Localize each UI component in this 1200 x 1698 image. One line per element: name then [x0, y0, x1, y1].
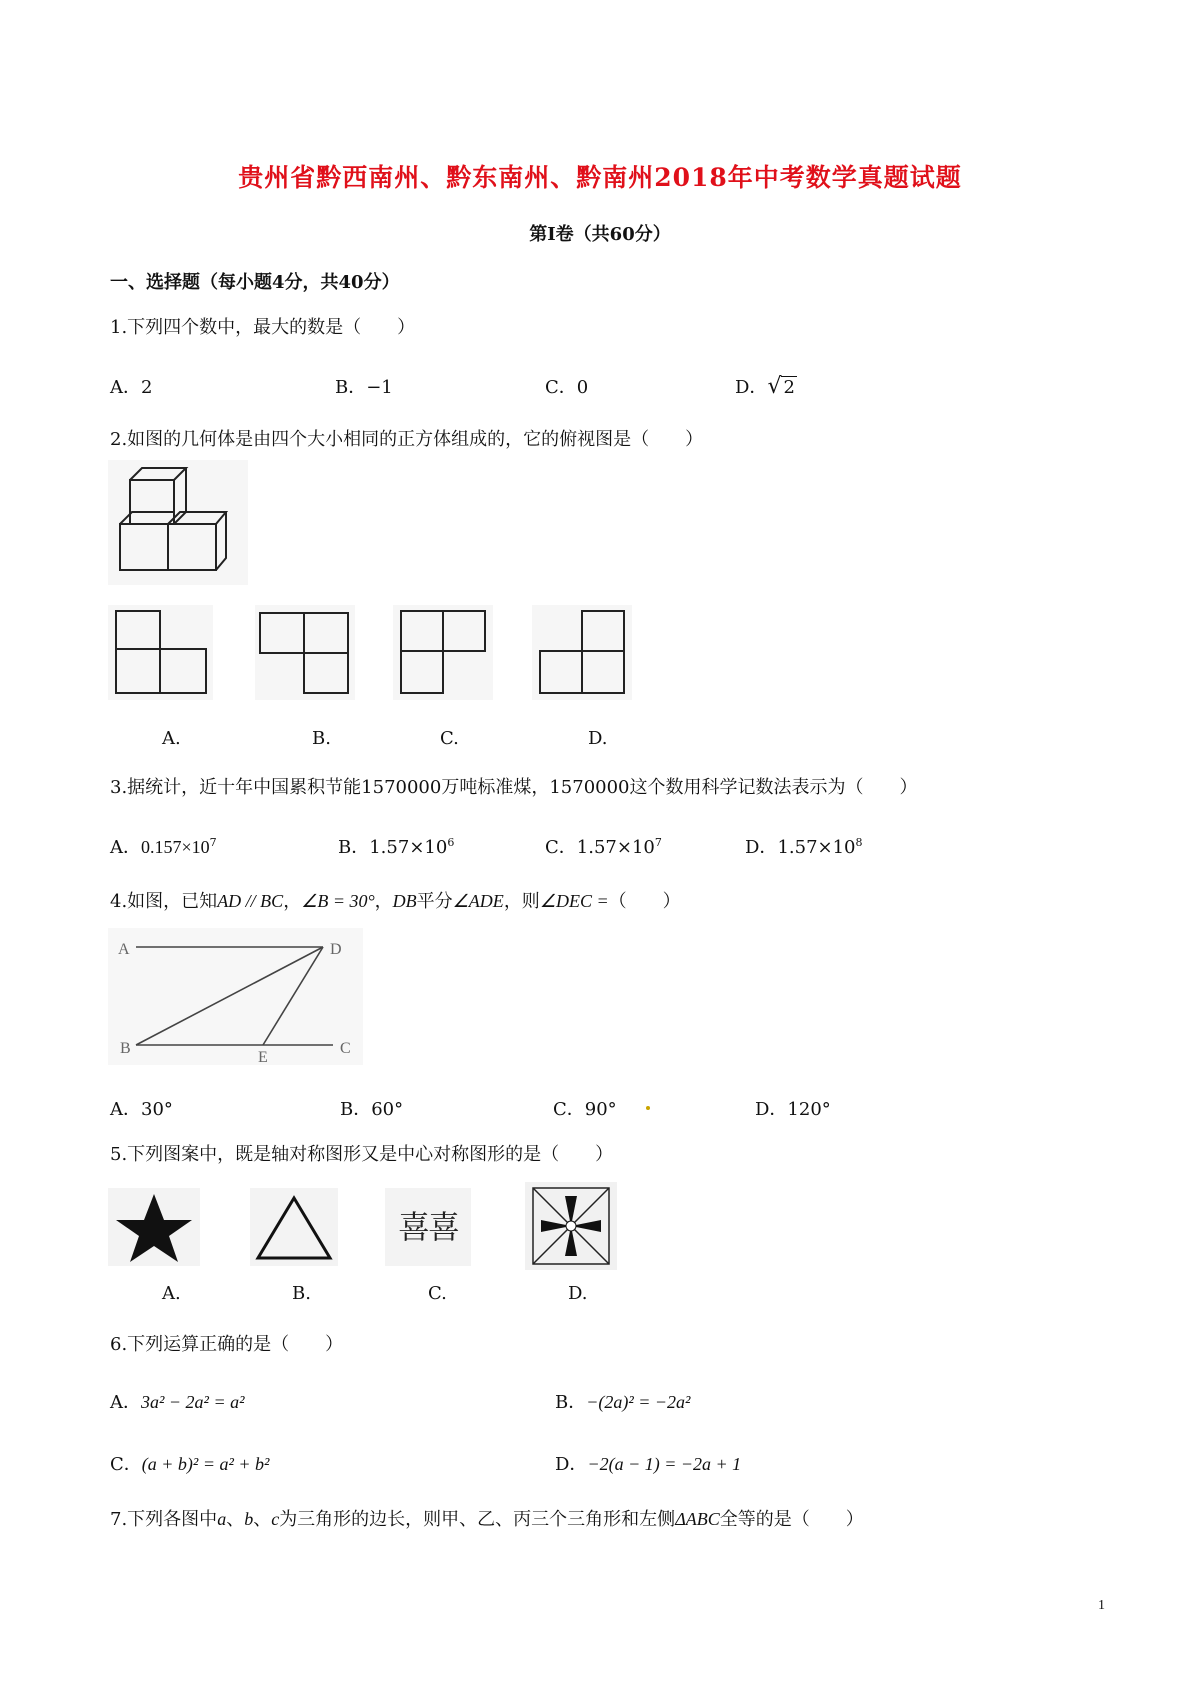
cube-solid-figure	[108, 460, 248, 585]
section-heading: 一、选择题（每小题4分，共40分）	[110, 272, 400, 293]
q4-math-angle-dec: ∠DEC =	[539, 891, 609, 911]
q3-option-a-exp: 7	[209, 836, 217, 849]
q6-option-c	[110, 1450, 269, 1476]
q7-stem-part: 、	[226, 1509, 245, 1530]
q4-math-parallel: AD // BC	[217, 891, 284, 911]
point-b-label: B	[120, 1040, 131, 1057]
q4-option-d: D．120°	[755, 1099, 831, 1120]
q5-label-d: D.	[568, 1283, 588, 1304]
q3-option-c	[545, 833, 662, 859]
parallel-lines-figure	[108, 928, 363, 1065]
q1-option-a: A．2	[110, 377, 153, 398]
question-6-stem: 6.下列运算正确的是（ ）	[110, 1334, 344, 1355]
q3-option-b-label: B．	[338, 837, 370, 858]
q6-option-b-math: −(2a)² = −2a²	[586, 1392, 691, 1412]
q3-option-c-base: 1.57×10	[576, 837, 655, 858]
q4-option-b: B．60°	[340, 1099, 404, 1120]
q4-math-db: DB	[392, 891, 417, 911]
q5-label-a: A.	[162, 1283, 181, 1304]
q3-option-a-label: A．	[110, 837, 141, 858]
q6-option-d-math: −2(a − 1) = −2a + 1	[587, 1454, 742, 1474]
volume-heading: 第Ⅰ卷（共60分）	[529, 224, 671, 245]
q6-option-a-label: A．	[110, 1392, 141, 1413]
q6-option-c-math: (a + b)² = a² + b²	[141, 1454, 270, 1474]
q5-label-c: C.	[428, 1283, 447, 1304]
q3-option-d-label: D．	[745, 837, 778, 858]
q4-stem-part: ，	[374, 891, 393, 912]
q1-option-d-label: D．	[735, 377, 768, 398]
point-c-label: C	[340, 1040, 351, 1057]
q1-option-d	[735, 373, 797, 399]
q6-option-a	[110, 1388, 244, 1414]
q4-math-angle-b: ∠B = 30°	[301, 891, 375, 911]
q3-option-a	[110, 833, 217, 859]
q2-label-d: D.	[588, 728, 608, 749]
double-happiness-figure: 喜喜	[385, 1188, 471, 1266]
triangle-figure	[250, 1188, 338, 1266]
q6-option-b-label: B．	[555, 1392, 587, 1413]
q6-option-b	[555, 1388, 690, 1414]
question-4-stem	[110, 887, 681, 913]
question-7-stem	[110, 1505, 864, 1531]
q7-stem-part: 、	[253, 1509, 272, 1530]
q7-math-a: a	[217, 1509, 227, 1529]
q5-label-b: B.	[292, 1283, 311, 1304]
page-number: 1	[1098, 1598, 1105, 1613]
q4-stem-part: （ ）	[608, 891, 681, 912]
q4-stem-part: 4.如图，已知	[110, 891, 218, 912]
q4-stem-part: ，	[283, 891, 302, 912]
q7-stem-part: 为三角形的边长，则甲、乙、丙三个三角形和左侧	[279, 1509, 676, 1530]
question-3-stem: 3.据统计，近十年中国累积节能1570000万吨标准煤，1570000这个数用科学记数法表示为（ ）	[110, 777, 918, 798]
q2-label-c: C.	[440, 728, 459, 749]
q3-option-d	[745, 833, 863, 859]
question-2-stem: 2.如图的几何体是由四个大小相同的正方体组成的，它的俯视图是（ ）	[110, 429, 704, 450]
q2-label-a: A.	[162, 728, 181, 749]
q3-option-b-base: 1.57×10	[369, 837, 448, 858]
pinwheel-figure	[525, 1182, 617, 1270]
q7-math-b: b	[244, 1509, 254, 1529]
q1-option-d-radicand: 2	[783, 377, 795, 398]
q6-option-d-label: D．	[555, 1454, 588, 1475]
point-d-label: D	[330, 941, 342, 958]
q2-label-b: B.	[312, 728, 331, 749]
q4-option-a: A．30°	[110, 1099, 173, 1120]
q6-option-a-math: 3a² − 2a² = a²	[141, 1392, 245, 1412]
q2-view-a	[108, 605, 213, 700]
q3-option-a-base: 0.157×10	[141, 837, 210, 857]
q7-stem-part: 7.下列各图中	[110, 1509, 218, 1530]
q4-stem-part: ，则	[503, 891, 540, 912]
q6-option-d	[555, 1450, 741, 1476]
q3-option-b	[338, 833, 454, 859]
q3-option-d-base: 1.57×10	[777, 837, 856, 858]
stray-dot	[646, 1106, 650, 1110]
q4-option-c: C．90°	[553, 1099, 617, 1120]
point-e-label: E	[258, 1049, 268, 1065]
q7-math-triangle: ΔABC	[675, 1509, 720, 1529]
q6-option-c-label: C．	[110, 1454, 142, 1475]
q2-view-c	[393, 605, 493, 700]
q3-option-d-exp: 8	[855, 836, 863, 849]
q2-view-b	[255, 605, 355, 700]
q7-stem-part: 全等的是（ ）	[719, 1509, 864, 1530]
q2-view-d	[532, 605, 632, 700]
page-title: 贵州省黔西南州、黔东南州、黔南州2018年中考数学真题试题	[238, 163, 962, 192]
question-5-stem: 5.下列图案中，既是轴对称图形又是中心对称图形的是（ ）	[110, 1144, 614, 1165]
q7-math-c: c	[271, 1509, 280, 1529]
point-a-label: A	[118, 941, 130, 958]
q3-option-b-exp: 6	[447, 836, 455, 849]
q4-stem-part: 平分	[416, 891, 453, 912]
q3-option-c-exp: 7	[654, 836, 662, 849]
sqrt-icon: √	[767, 374, 782, 399]
question-1-stem: 1.下列四个数中，最大的数是（ ）	[110, 317, 416, 338]
q1-option-c: C．0	[545, 377, 589, 398]
star-figure	[108, 1188, 200, 1266]
q4-math-angle-ade: ∠ADE	[452, 891, 504, 911]
q1-option-b: B．−1	[335, 377, 393, 398]
q3-option-c-label: C．	[545, 837, 577, 858]
